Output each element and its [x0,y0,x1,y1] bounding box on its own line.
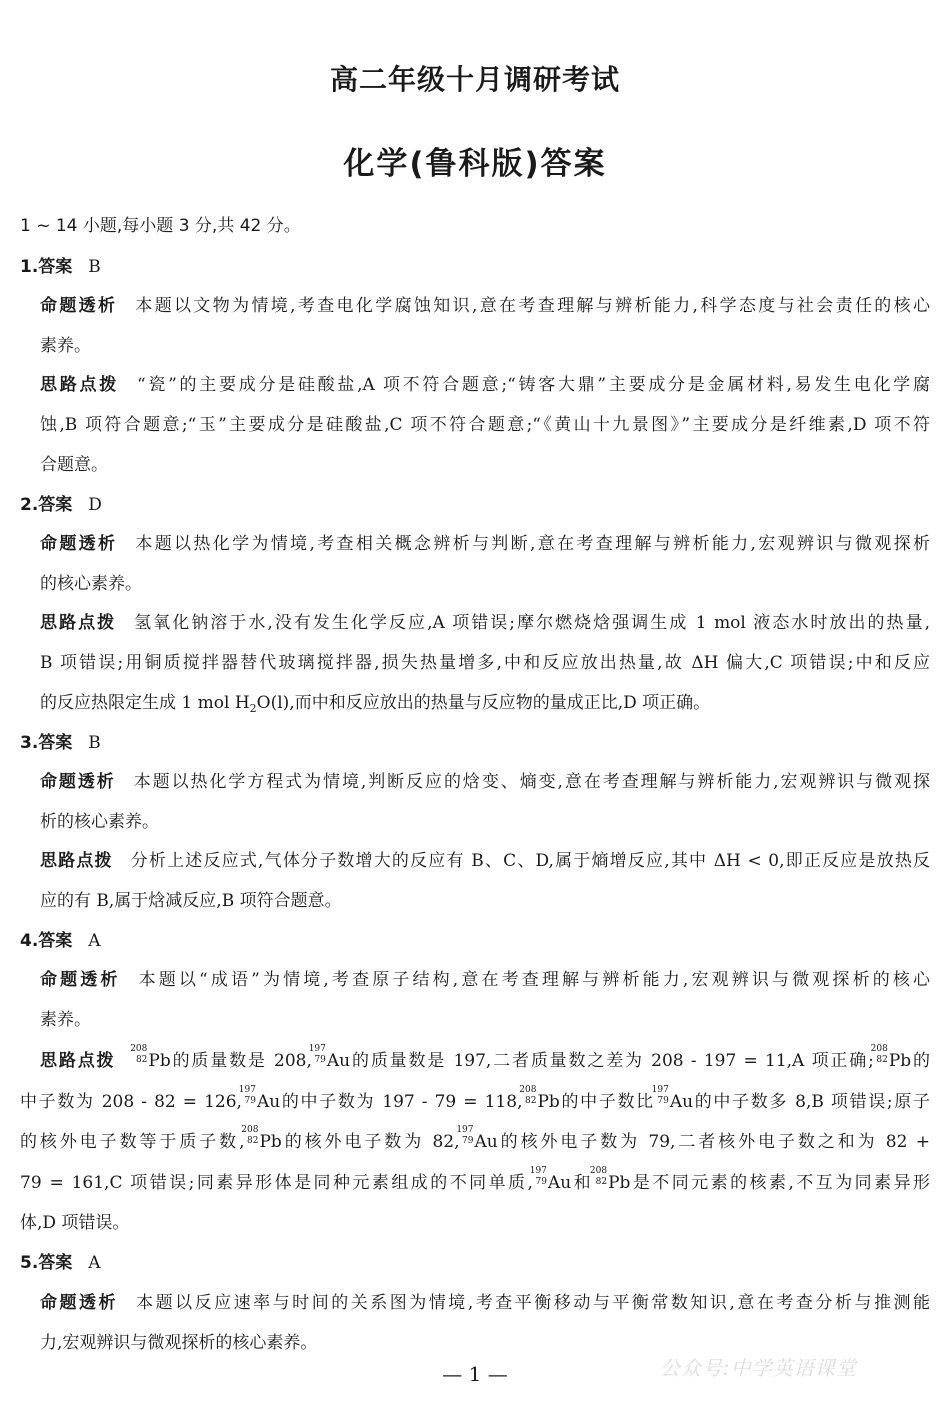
isotope-pb: 208 82 [241,1125,259,1146]
q4-thinking-line5: 体,D 项错误。 [20,1213,130,1233]
q1-intent-line2: 素养。 [40,336,91,356]
q2-answer: 2.答案 D [20,495,102,515]
q2-intent-line2: 的核心素养。 [40,574,142,594]
q4-answer: 4.答案 A [20,931,101,951]
page-number: — 1 — [442,1362,508,1386]
intro-text: 1 ~ 14 小题,每小题 3 分,共 42 分。 [20,216,301,236]
isotope-pb: 208 82 [130,1044,148,1065]
isotope-au: 197 79 [238,1085,256,1106]
q2-intent-line1: 命题透析 本题以热化学为情境,考查相关概念辨析与判断,意在考查理解与辨析能力,宏观辨识与微观探析 [40,534,930,554]
isotope-pb: 208 82 [870,1044,888,1065]
watermark: 公众号:中学英语课堂 [660,1356,857,1380]
q5-intent-line1: 命题透析 本题以反应速率与时间的关系图为情境,考查平衡移动与平衡常数知识,意在考查分析与推测能 [40,1293,930,1313]
q4-intent-line2: 素养。 [40,1010,91,1030]
q4-thinking-line3: 的核外电子数等于质子数, 208 82 Pb的核外电子数为 82, 197 79 Au的核外电子数为 79,二者核外电子数之和为 82 + [20,1125,930,1152]
q4-thinking-line2: 中子数为 208 - 82 = 126, 197 79 Au的中子数为 197 - 79 = 118, 208 82 Pb的中子数比 197 79 Au的中子数多 8,B 项错误;原子 [20,1085,930,1112]
q3-intent-line1: 命题透析 本题以热化学方程式为情境,判断反应的焓变、熵变,意在考查理解与辨析能力,宏观辨识与微观探 [40,772,930,792]
q1-thinking-line2: 蚀,B 项符合题意;“玉”主要成分是硅酸盐,C 项不符合题意;“《黄山十九景图》”主要成分是纤维素,D 项不符 [40,415,930,435]
q3-thinking-line1: 思路点拨 分析上述反应式,气体分子数增大的反应有 B、C、D,属于熵增反应,其中 ΔH < 0,即正反应是放热反 [40,851,931,871]
isotope-pb: 208 82 [519,1085,537,1106]
exam-subtitle: 化学(鲁科版)答案 [343,146,607,182]
isotope-pb: 208 82 [589,1166,608,1187]
q1-thinking-line3: 合题意。 [40,455,108,475]
isotope-au: 197 79 [456,1125,474,1146]
isotope-au: 197 79 [651,1085,669,1106]
q3-intent-line2: 析的核心素养。 [40,812,159,832]
q3-answer: 3.答案 B [20,733,101,753]
q2-thinking-line2: B 项错误;用铜质搅拌器替代玻璃搅拌器,损失热量增多,中和反应放出热量,故 ΔH 偏大,C 项错误;中和反应 [40,653,930,673]
q3-thinking-line2: 应的有 B,属于焓减反应,B 项符合题意。 [40,891,342,911]
q5-answer: 5.答案 A [20,1253,101,1273]
q4-thinking-line4: 79 = 161,C 项错误;同素异形体是同种元素组成的不同单质, 197 79 Au和 208 82 Pb是不同元素的核素,不互为同素异形 [20,1166,931,1193]
isotope-au: 197 79 [308,1044,326,1065]
q1-intent-line1: 命题透析 本题以文物为情境,考查电化学腐蚀知识,意在考查理解与辨析能力,科学态度与社会责任的核心 [40,296,930,316]
isotope-au: 197 79 [529,1166,547,1187]
exam-title: 高二年级十月调研考试 [329,63,620,96]
q1-thinking-line1: 思路点拨 “瓷”的主要成分是硅酸盐,A 项不符合题意;“铸客大鼎”主要成分是金属材料,易发生电化学腐 [40,375,930,395]
q4-intent-line1: 命题透析 本题以“成语”为情境,考查原子结构,意在考查理解与辨析能力,宏观辨识与微观探析的核心 [40,970,931,990]
q4-thinking-line1: 思路点拨 208 82 Pb的质量数是 208, 197 79 Au的质量数是 197,二者质量数之差为 208 - 197 = 11,A 项正确; 208 82 Pb的 [40,1044,931,1071]
q2-thinking-line1: 思路点拨 氢氧化钠溶于水,没有发生化学反应,A 项错误;摩尔燃烧焓强调生成 1 mol 液态水时放出的热量, [40,613,931,633]
q1-answer: 1.答案 B [20,257,101,277]
q5-intent-line2: 力,宏观辨识与微观探析的核心素养。 [40,1333,318,1353]
q2-thinking-line3: 的反应热限定生成 1 mol $H_2O(l)$,而中和反应放出的热量与反应物的量成正比,D 项正确。 [40,693,711,715]
